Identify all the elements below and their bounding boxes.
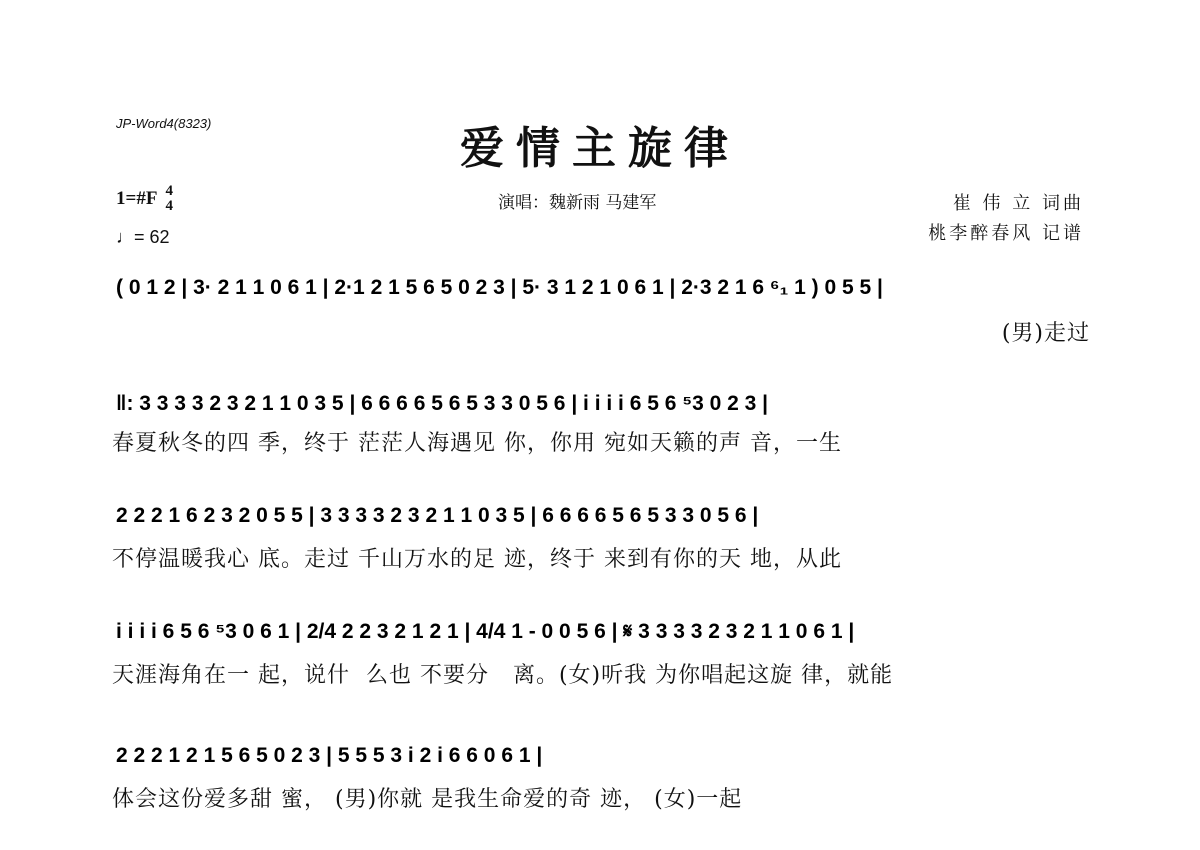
notation-text: ‖: 3 3 3 3 2 3 2 1 1 0 3 5 | 6 6 6 6 5 6 5 3 3 0 5 6 | i i i i 6 5 6 ⁵3 0 2 3 | bbox=[116, 392, 769, 415]
notation-graphics bbox=[112, 496, 1090, 536]
notation-line bbox=[112, 612, 1090, 646]
time-signature-bottom: 4 bbox=[165, 198, 173, 214]
transcriber-credit: 桃李醉春风 记谱 bbox=[928, 223, 1084, 244]
key-label: 1=#F bbox=[116, 188, 158, 209]
lyric-line: 春夏秋冬的四 季，终于 茫茫人海遇见 你，你用 宛如天籁的声 音，一生 bbox=[112, 431, 842, 456]
lyric-line: 体会这份爱多甜 蜜， (男)你就 是我生命爱的奇 迹， (女)一起 bbox=[112, 787, 743, 812]
key-signature bbox=[116, 184, 173, 214]
notation-text: ( 0 1 2 | 3· 2 1 1 0 6 1 | 2·1 2 1 5 6 5 0 2 3 | 5· 3 1 2 1 0 6 1 | 2·3 2 1 6 ⁶₁ 1 ) 0 5 5 | bbox=[116, 276, 883, 299]
time-signature bbox=[165, 184, 173, 214]
lyric-line: 不停温暖我心 底。走过 千山万水的足 迹，终于 来到有你的天 地，从此 bbox=[112, 547, 842, 572]
singers-credit: 演唱：魏新雨 马建军 bbox=[498, 193, 657, 213]
software-label: JP-Word4(8323) bbox=[116, 116, 212, 131]
tempo-marking: ♩= 62 bbox=[116, 227, 170, 247]
composer-credit: 崔 伟 立 词曲 bbox=[952, 193, 1084, 214]
notation-graphics bbox=[112, 268, 1090, 308]
notation-text: 2 2 2 1 6 2 3 2 0 5 5 | 3 3 3 3 2 3 2 1 1 0 3 5 | 6 6 6 6 5 6 5 3 3 0 5 6 | bbox=[116, 504, 759, 527]
notation-graphics bbox=[112, 612, 1090, 652]
notation-line bbox=[112, 736, 1090, 770]
notation-line bbox=[112, 268, 1090, 302]
notation-text: i i i i 6 5 6 ⁵3 0 6 1 | 2/4 2 2 3 2 1 2 1 | 4/4 1 - 0 0 5 6 | 𝄋 3 3 3 3 2 3 2 1 1 0 6 1 | bbox=[116, 620, 855, 643]
time-signature-top: 4 bbox=[165, 183, 173, 199]
notation-graphics bbox=[112, 384, 1090, 424]
song-title: 爱情主旋律 bbox=[460, 123, 740, 174]
notation-line bbox=[112, 496, 1090, 530]
notation-line bbox=[112, 384, 1090, 418]
notation-graphics bbox=[112, 736, 1090, 776]
lyric-line: (男)走过 bbox=[1001, 321, 1090, 346]
lyric-line: 天涯海角在一 起，说什 么也 不要分 离。(女)听我 为你唱起这旋 律，就能 bbox=[112, 663, 894, 688]
notation-text: 2 2 2 1 2 1 5 6 5 0 2 3 | 5 5 5 3 i 2 i 6 6 0 6 1 | bbox=[116, 744, 543, 767]
